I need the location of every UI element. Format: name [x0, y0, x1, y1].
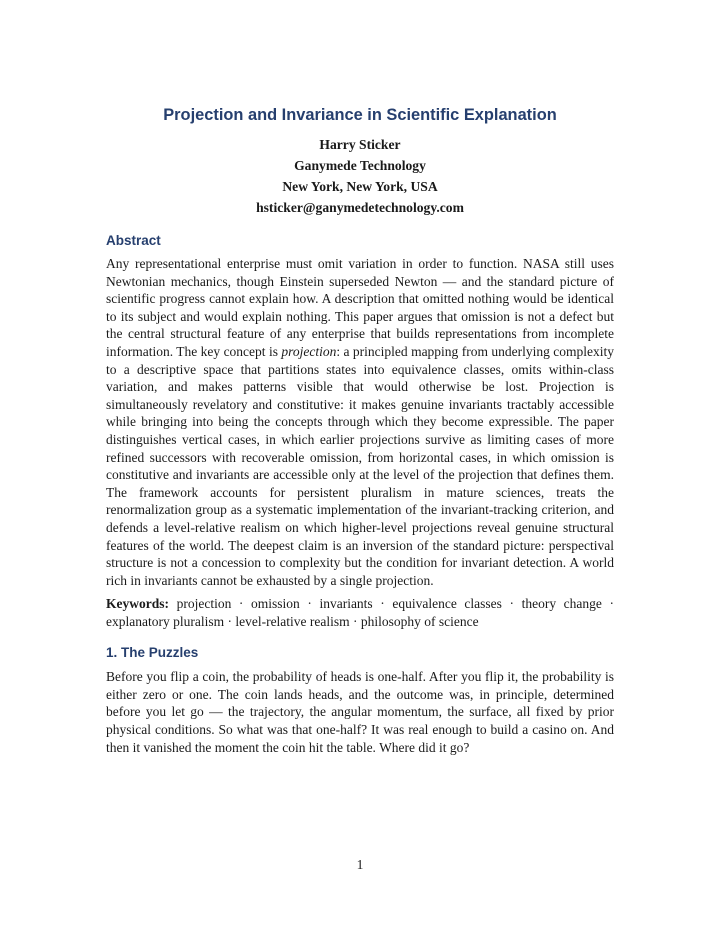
abstract-heading: Abstract — [106, 233, 161, 248]
keywords — [106, 595, 614, 631]
author-affiliation: Ganymede Technology — [294, 158, 426, 173]
author-block — [106, 134, 614, 218]
abstract-emphasis-projection: projection — [281, 343, 337, 359]
abstract-text-part2: : a principled mapping from underlying complexity to a descriptive space that partitions states into equivalence classes, omits within-class variation, and makes patterns visible that would otherwise be lost. Projection is simultaneously revelatory and constitutive: it makes genuine invariants tractably accessible while bringing into being the concepts through which they become expressible. The paper distinguishes vertical cases, in which earlier projections survive as limiting cases of more refined successors with recoverable omission, from horizontal cases, in which omission is constitutive and invariants are accessible only at the level of the projection that defines them. The framework accounts for persistent pluralism in mature sciences, treats the renormalization group as a systematic implementation of the invariant-tracking criterion, and defends a level-relative realism on which higher-level projections reveal genuine structural features of the world. The deepest claim is an inversion of the standard picture: perspectival structure is not a concession to complexity but the condition for invariant detection. A world rich in invariants cannot be exhausted by a single projection. — [106, 343, 614, 588]
abstract-text — [106, 255, 614, 589]
abstract-text-part1: Any representational enterprise must omit variation in order to function. NASA still uses Newtonian mechanics, though Einstein superseded Newton — and the standard picture of scientific progress cannot explain how. A description that omitted nothing would be identical to its subject and would explain nothing. This paper argues that omission is not a defect but the central structural feature of any enterprise that builds representations from incomplete information. The key concept is — [106, 256, 614, 359]
paper-title: Projection and Invariance in Scientific Explanation — [163, 106, 557, 124]
page-number: 1 — [356, 857, 364, 872]
section-puzzles-text: Before you flip a coin, the probability of heads is one-half. After you flip it, the probability is either zero or one. The coin lands heads, and the outcome was, in principle, determined before you let go — the trajectory, the angular momentum, the surface, all fixed by prior physical conditions. So what was that one-half? It was real enough to build a casino on. And then it vanished the moment the coin hit the table. Where did it go? — [106, 669, 614, 755]
author-name: Harry Sticker — [319, 137, 401, 152]
section-heading-puzzles: 1. The Puzzles — [106, 645, 199, 661]
author-location: New York, New York, USA — [282, 179, 438, 194]
keywords-label: Keywords: — [106, 596, 169, 612]
author-email: hsticker@ganymedetechnology.com — [256, 200, 464, 215]
keywords-text: projection · omission · invariants · equivalence classes · theory change · explanatory pluralism · level-relative realism · philosophy of science — [106, 596, 614, 630]
paper-page — [106, 104, 614, 756]
